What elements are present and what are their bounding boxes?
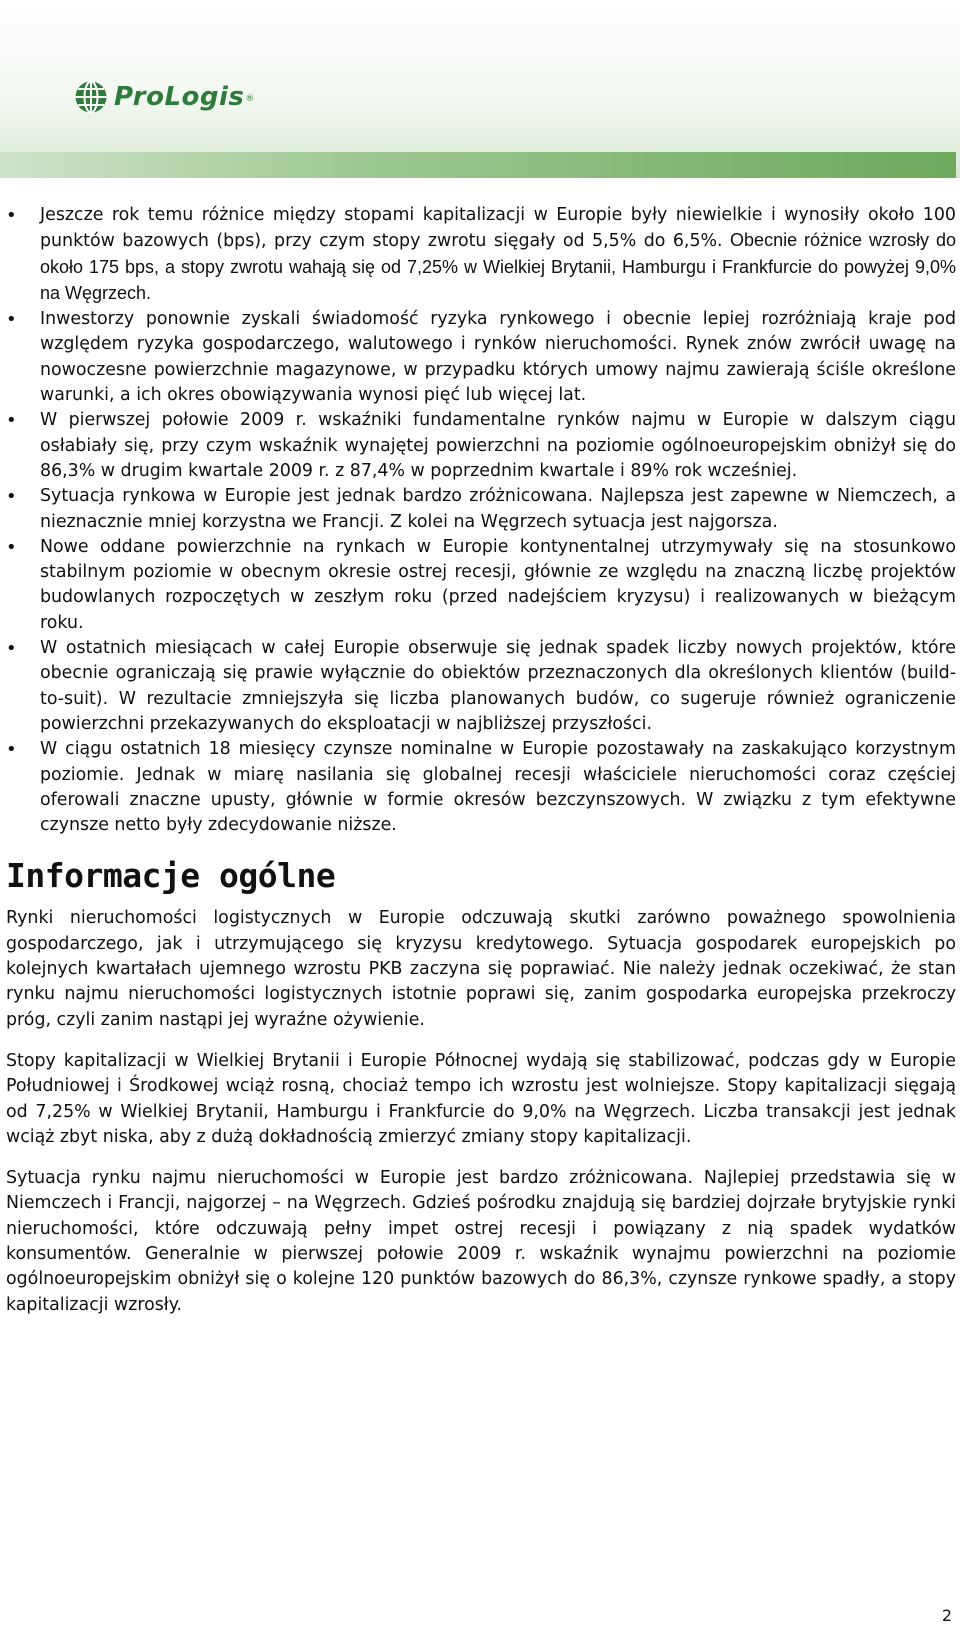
section-heading: Informacje ogólne (6, 856, 336, 896)
bullet-text-part: Obecnie różnice wzrosły do około 175 bps, a stopy zwrotu wahają się od 7,25% w Wielkiej Brytanii, Hamburgu i Frankfurcie do powyżej 9,0% na Węgrzech. (40, 230, 956, 303)
header-green-bar (0, 152, 956, 178)
bullet-item: • Inwestorzy ponownie zyskali świadomość ryzyka rynkowego i obecnie lepiej rozróżniają kraje pod względem ryzyka gospodarczego, walutowego i rynków nieruchomości. Rynek znów zwrócił uwagę na nowoczesne powierzchnie magazynowe, w przypadku których umowy najmu zawierają ściśle określone warunki, a ich okres obowiązywania wynosi pięć lub więcej lat. (6, 307, 956, 408)
paragraph: Stopy kapitalizacji w Wielkiej Brytanii i Europie Północnej wydają się stabilizować, podczas gdy w Europie Południowej i Środkowej wciąż rosną, chociaż tempo ich wzrostu jest wolniejsze. Stopy kapitalizacji sięgają od 7,25% w Wielkiej Brytanii, Hamburgu i Frankfurcie do 9,0% na Węgrzech. Liczba transakcji jest jednak wciąż zbyt niska, aby z dużą dokładnością zmierzyć zmiany stopy kapitalizacji. (6, 1050, 956, 1147)
page-header (0, 0, 960, 178)
bullet-item: • W ciągu ostatnich 18 miesięcy czynsze nominalne w Europie pozostawały na zaskakująco korzystnym poziomie. Jednak w miarę nasilania się globalnej recesji właściciele nieruchomości coraz częściej oferowali znaczne upusty, głównie w formie okresów bezczynszowych. W związku z tym efektywne czynsze netto były zdecydowanie niższe. (6, 737, 956, 838)
bullet-item (6, 203, 956, 307)
paragraph: Rynki nieruchomości logistycznych w Europie odczuwają skutki zarówno poważnego spowolnienia gospodarczego, jak i utrzymującego się kryzysu kredytowego. Sytuacja gospodarek europejskich po kolejnych kwartałach ujemnego wzrostu PKB zaczyna się poprawiać. Nie należy jednak oczekiwać, że stan rynku najmu nieruchomości logistycznych istotnie poprawi się, zanim gospodarka europejska przekroczy próg, czyli zanim nastąpi jej wyraźne ożywienie. (6, 908, 956, 1030)
logo-wordmark: ProLogis (114, 82, 245, 112)
summary-bullet-list (6, 203, 956, 838)
prologis-logo (74, 80, 254, 114)
paragraph: Sytuacja rynku najmu nieruchomości w Europie jest bardzo zróżnicowana. Najlepiej przedstawia się w Niemczech i Francji, najgorzej – na Węgrzech. Gdzieś pośrodku znajdują się bardziej dojrzałe brytyjskie rynki nieruchomości, które odczuwają pełny impet ostrej recesji i powiązany z nią spadek wydatków konsumentów. Generalnie w pierwszej połowie 2009 r. wskaźnik wynajmu powierzchni na poziomie ogólnoeuropejskim obniżył się o kolejne 120 punktów bazowych do 86,3%, czynsze rynkowe spadły, a stopy kapitalizacji wzrosły. (6, 1168, 956, 1315)
bullet-item: • Nowe oddane powierzchnie na rynkach w Europie kontynentalnej utrzymywały się na stosunkowo stabilnym poziomie w obecnym okresie ostrej recesji, głównie ze względu na znaczną liczbę projektów budowlanych rozpoczętych w zeszłym roku (przed nadejściem kryzysu) i realizowanych w bieżącym roku. (6, 535, 956, 636)
bullet-item: • W ostatnich miesiącach w całej Europie obserwuje się jednak spadek liczby nowych projektów, które obecnie ograniczają się prawie wyłącznie do obiektów przeznaczonych dla określonych klientów (build-to-suit). W rezultacie zmniejszyła się liczba planowanych budów, co sugeruje również ograniczenie powierzchni przekazywanych do eksploatacji w najbliższej przyszłości. (6, 636, 956, 737)
registered-mark: ® (245, 94, 255, 104)
globe-icon (74, 80, 108, 114)
bullet-item: • W pierwszej połowie 2009 r. wskaźniki fundamentalne rynków najmu w Europie w dalszym ciągu osłabiały się, przy czym wskaźnik wynajętej powierzchni na poziomie ogólnoeuropejskim obniżył się do 86,3% w drugim kwartale 2009 r. z 87,4% w poprzednim kwartale i 89% rok wcześniej. (6, 408, 956, 484)
bullet-item: • Sytuacja rynkowa w Europie jest jednak bardzo zróżnicowana. Najlepsza jest zapewne w Niemczech, a nieznacznie mniej korzystna we Francji. Z kolei na Węgrzech sytuacja jest najgorsza. (6, 484, 956, 535)
bullet-text-part: Jeszcze rok temu różnice między stopami kapitalizacji w Europie były niewielkie i wynosiły około 100 punktów bazowych (bps), przy czym stopy zwrotu sięgały od 5,5% do 6,5%. (40, 205, 956, 252)
document-body (6, 203, 956, 1334)
page-number: 2 (941, 1606, 952, 1625)
